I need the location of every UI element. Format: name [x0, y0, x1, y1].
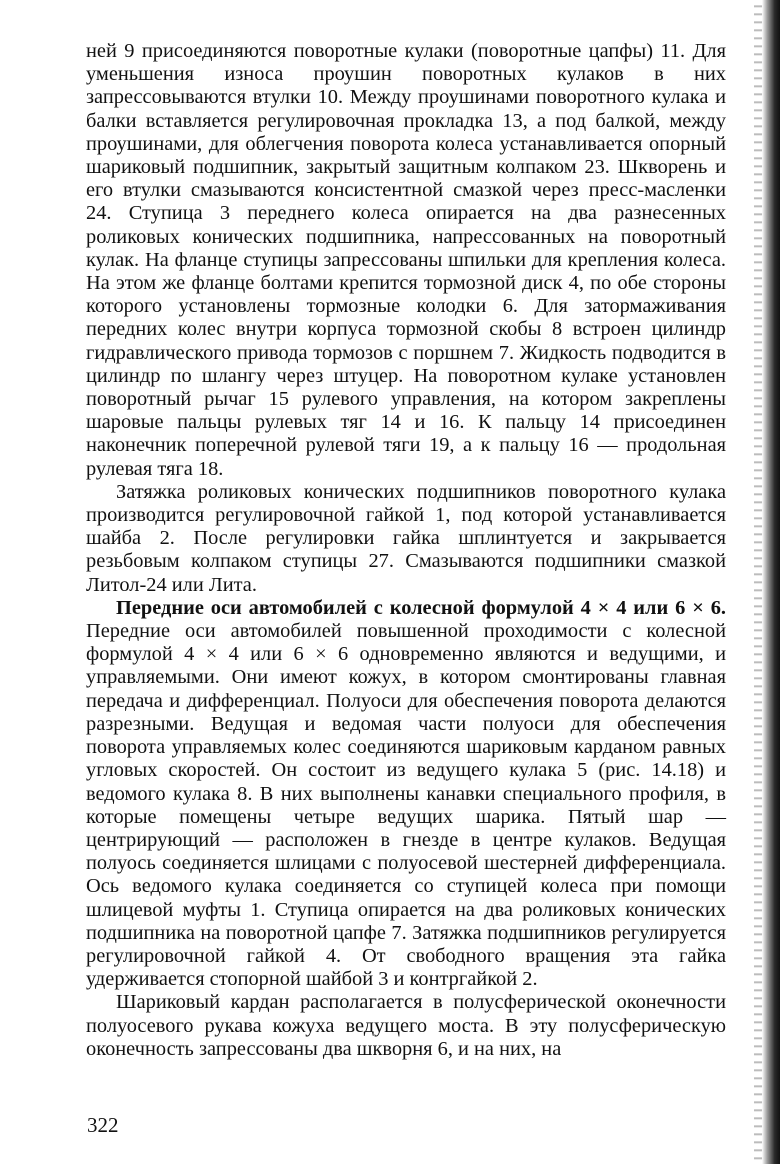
paragraph-3-text: Передние оси автомобилей повышенной проходимости с колесной формулой 4 × 4 или 6 × 6 одновременно являются и ведущими, и управляемыми. Они имеют кожух, в котором смонтированы главная передача и дифференциал. Полуоси для обеспечения поворота делаются разрезными. Ведущая и ведомая части полуоси для обеспечения поворота управляемых колес соединяются шариковым карданом равных угловых скоростей. Он состоит из ведущего кулака 5 (рис. 14.18) и ведомого кулака 8. В них выполнены канавки специального профиля, в которые помещены четыре ведущих шарика. Пятый шар — центрирующий — расположен в гнезде в центре кулаков. Ведущая полуось соединяется шлицами с полуосевой шестерней дифференциала. Ось ведомого кулака соединяется со ступицей колеса при помощи шлицевой муфты 1. Ступица опирается на два роликовых конических подшипника на поворотной цапфе 7. Затяжка подшипников регулируется регулировочной гайкой 4. От свободного вращения эта гайка удерживается стопорной шайбой 3 и контргайкой 2. — [86, 620, 726, 991]
page-number: 322 — [87, 1113, 119, 1137]
paragraph-3 — [86, 597, 726, 991]
paragraph-2: Затяжка роликовых конических подшипников поворотного кулака производится регулировочной гайкой 1, под которой устанавливается шайба 2. После регулировки гайка шплинтуется и закрывается резьбовым колпаком ступицы 27. Смазываются подшипники смазкой Литол-24 или Лита. — [86, 480, 726, 596]
page-body — [86, 40, 726, 1061]
paragraph-1: ней 9 присоединяются поворотные кулаки (поворотные цапфы) 11. Для уменьшения износа проушин поворотных кулаков в них запрессовываются втулки 10. Между проушинами поворотного кулака и балки вставляется регулировочная прокладка 13, а под балкой, между проушинами, для облегчения поворота колеса устанавливается опорный шариковый подшипник, закрытый защитным колпаком 23. Шкворень и его втулки смазываются консистентной смазкой через пресс-масленки 24. Ступица 3 переднего колеса опирается на два разнесенных роликовых конических подшипника, напрессованных на поворотный кулак. На фланце ступицы запрессованы шпильки для крепления колеса. На этом же фланце болтами крепится тормозной диск 4, по обе стороны которого установлены тормозные колодки 6. Для затормаживания передних колес внутри корпуса тормозной скобы 8 встроен цилиндр гидравлического привода тормозов с поршнем 7. Жидкость подводится в цилиндр по шлангу через штуцер. На поворотном кулаке установлен поворотный рычаг 15 рулевого управления, на котором закреплены шаровые пальцы рулевых тяг 14 и 16. К пальцу 14 присоединен наконечник поперечной рулевой тяги 19, а к пальцу 16 — продольная рулевая тяга 18. — [86, 40, 726, 480]
paragraph-4: Шариковый кардан располагается в полусферической оконечности полуосевого рукава кожуха ведущего моста. В эту полусферическую оконечность запрессованы два шкворня 6, и на них, на — [86, 991, 726, 1060]
scan-edge-noise — [754, 0, 762, 1164]
scan-edge-shadow — [762, 0, 780, 1164]
section-heading: Передние оси автомобилей с колесной формулой 4 × 4 или 6 × 6. — [116, 596, 726, 619]
